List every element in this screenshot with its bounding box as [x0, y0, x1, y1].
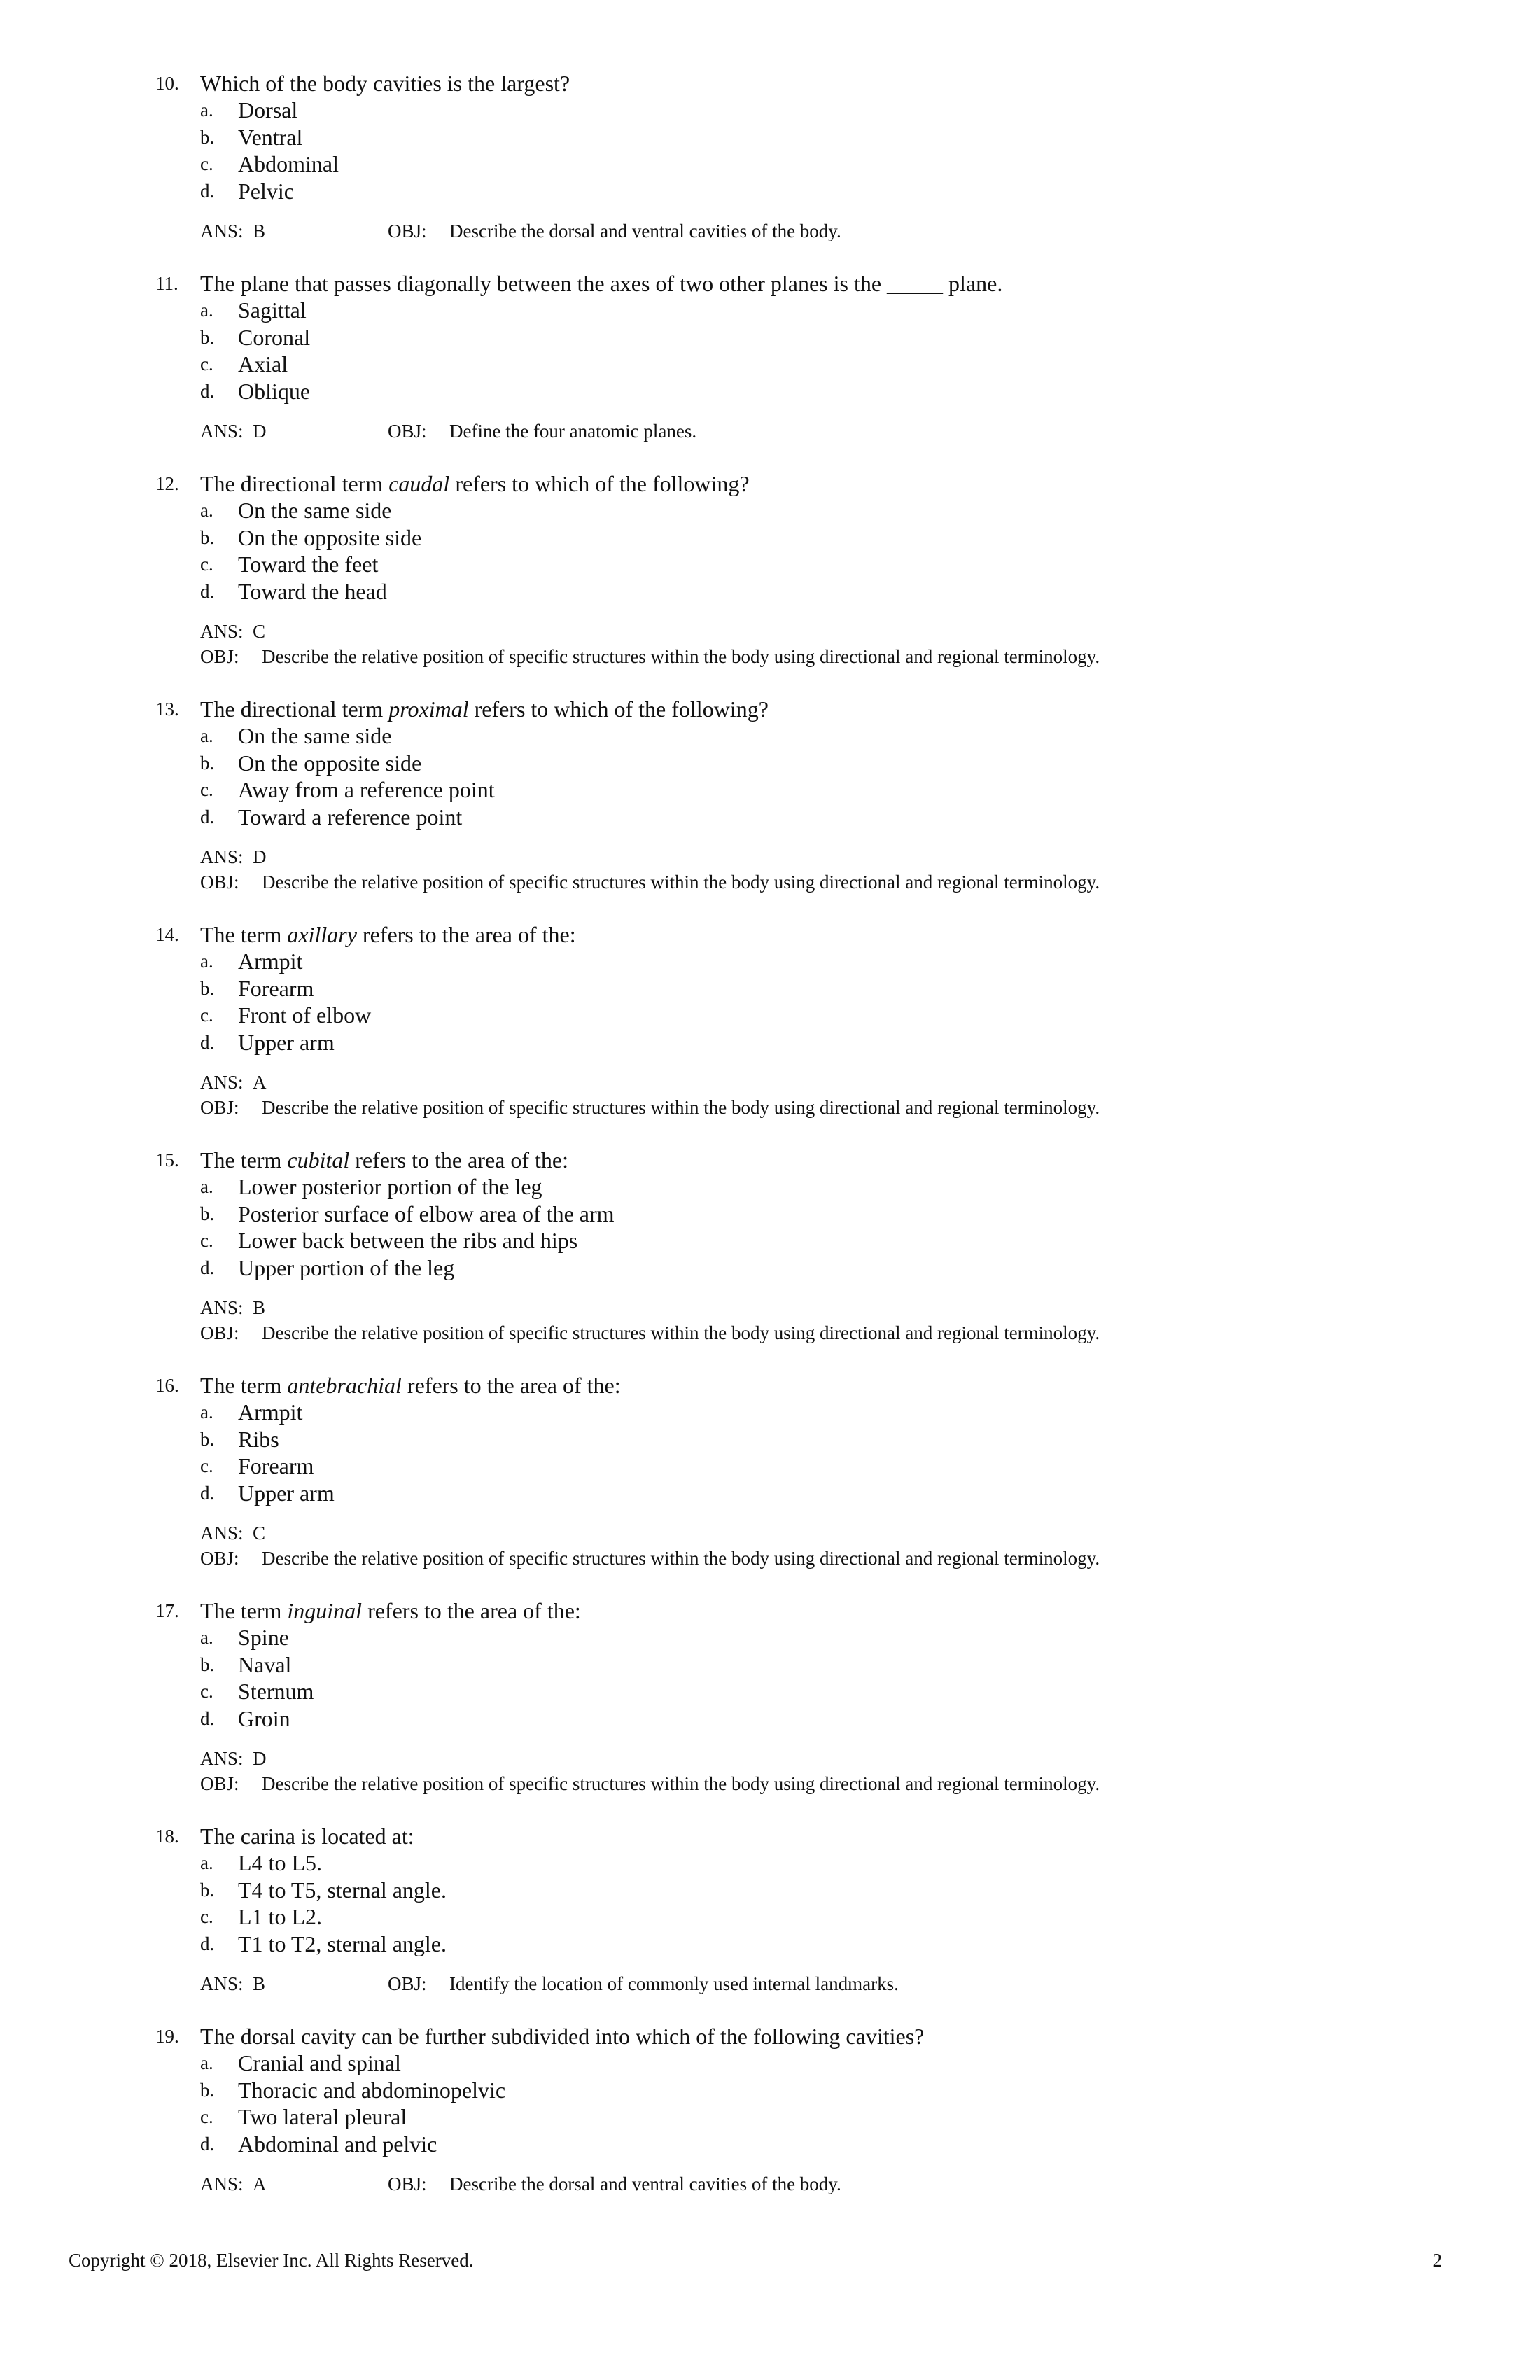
choice-text: Abdominal and pelvic	[238, 2131, 438, 2157]
choice-item	[155, 1705, 1485, 1732]
choice-letter: c.	[200, 153, 214, 175]
choice-text: Away from a reference point	[238, 777, 495, 803]
choice-item	[155, 378, 1485, 405]
question-stem	[155, 1597, 1485, 1624]
choice-text: Lower posterior portion of the leg	[238, 1174, 542, 1199]
stem-text-after: refers to the area of the:	[362, 1598, 581, 1623]
answer-block	[155, 2171, 1485, 2197]
choice-item	[155, 1624, 1485, 1651]
choice-text: On the opposite side	[238, 750, 422, 776]
obj-label: OBJ:	[388, 421, 427, 442]
choice-letter: c.	[200, 1230, 214, 1252]
choice-text: Forearm	[238, 1453, 314, 1479]
choice-item	[155, 1903, 1485, 1931]
objective-text: Describe the relative position of specific structures within the body using directional and regional terminology.	[262, 646, 1100, 668]
stem-text-after: refers to the area of the:	[356, 922, 576, 947]
objective-text: Describe the relative position of specific structures within the body using directional and regional terminology.	[262, 872, 1100, 893]
objective-line	[200, 644, 1485, 669]
choice-letter: d.	[200, 180, 215, 202]
choice-item	[155, 578, 1485, 606]
stem-text: The term	[200, 1598, 288, 1623]
choice-letter: c.	[200, 1455, 214, 1477]
choice-item	[155, 1877, 1485, 1904]
answer-line	[200, 1295, 1485, 1320]
question-item	[155, 696, 1485, 895]
choice-list	[155, 1849, 1485, 1957]
objective-text: Define the four anatomic planes.	[449, 421, 697, 442]
objective-text: Identify the location of commonly used internal landmarks.	[449, 1973, 899, 1995]
choice-text: Armpit	[238, 948, 303, 974]
choice-letter: c.	[200, 2106, 214, 2128]
answer-value: B	[253, 220, 266, 242]
answer-block	[155, 1746, 1485, 1796]
question-number: 15.	[155, 1149, 179, 1170]
choice-item	[155, 1399, 1485, 1426]
answer-block	[155, 1070, 1485, 1120]
choice-text: Upper arm	[238, 1029, 335, 1055]
choice-letter: b.	[200, 977, 215, 999]
choice-text: Coronal	[238, 324, 311, 350]
answer-line	[200, 218, 388, 244]
objective-line	[200, 1771, 1485, 1796]
question-stem	[155, 470, 1485, 497]
choice-letter: a.	[200, 1176, 214, 1197]
choice-item	[155, 1651, 1485, 1679]
question-number: 12.	[155, 473, 179, 494]
choice-item	[155, 776, 1485, 804]
question-item	[155, 2023, 1485, 2197]
question-stem	[155, 2023, 1485, 2050]
choice-item	[155, 750, 1485, 777]
objective-text: Describe the relative position of specific structures within the body using directional and regional terminology.	[262, 1097, 1100, 1119]
question-item	[155, 921, 1485, 1120]
obj-label: OBJ:	[200, 646, 239, 668]
choice-letter: d.	[200, 1256, 215, 1278]
choice-text: Thoracic and abdominopelvic	[238, 2077, 506, 2103]
choice-list	[155, 1173, 1485, 1281]
choice-item	[155, 324, 1485, 351]
choice-list	[155, 722, 1485, 830]
question-number: 14.	[155, 924, 179, 945]
objective-text: Describe the dorsal and ventral cavities of the body.	[449, 220, 841, 242]
answer-line	[200, 1520, 1485, 1546]
choice-letter: a.	[200, 2052, 214, 2073]
choice-list	[155, 97, 1485, 204]
ans-label: ANS:	[200, 1072, 244, 1093]
choice-text: Pelvic	[238, 178, 294, 204]
stem-text-after: refers to the area of the:	[349, 1147, 568, 1172]
answer-block	[155, 1295, 1485, 1345]
question-number: 18.	[155, 1826, 179, 1847]
choice-letter: c.	[200, 1681, 214, 1702]
stem-term: cubital	[287, 1147, 350, 1172]
answer-line	[200, 1746, 1485, 1771]
choice-item	[155, 1426, 1485, 1453]
choice-text: Cranial and spinal	[238, 2050, 401, 2076]
choice-item	[155, 1029, 1485, 1056]
choice-item	[155, 2104, 1485, 2131]
choice-text: Ventral	[238, 124, 303, 150]
choice-text: L4 to L5.	[238, 1850, 322, 1875]
choice-text: Oblique	[238, 378, 311, 404]
stem-text-after: refers to which of the following?	[468, 696, 769, 722]
ans-label: ANS:	[200, 621, 244, 643]
choice-item	[155, 975, 1485, 1002]
choice-letter: a.	[200, 99, 214, 120]
objective-text: Describe the dorsal and ventral cavities of the body.	[449, 2174, 841, 2195]
choice-item	[155, 351, 1485, 378]
choice-letter: b.	[200, 1203, 215, 1224]
choice-item	[155, 178, 1485, 205]
question-number: 17.	[155, 1600, 179, 1621]
choice-letter: d.	[200, 1031, 215, 1053]
choice-letter: c.	[200, 354, 214, 375]
objective-line	[200, 1546, 1485, 1571]
question-item	[155, 1823, 1485, 1996]
answer-value: C	[253, 1522, 266, 1544]
objective-line	[200, 1320, 1485, 1345]
choice-item	[155, 524, 1485, 552]
choice-item	[155, 297, 1485, 324]
ans-label: ANS:	[200, 846, 244, 868]
question-item	[155, 270, 1485, 444]
answer-line	[200, 2171, 388, 2197]
objective-text: Describe the relative position of specific structures within the body using directional and regional terminology.	[262, 1548, 1100, 1569]
choice-letter: a.	[200, 1852, 214, 1873]
choice-item	[155, 804, 1485, 831]
stem-term: antebrachial	[287, 1373, 402, 1398]
choice-text: Two lateral pleural	[238, 2104, 407, 2130]
question-item	[155, 1597, 1485, 1796]
choice-list	[155, 1399, 1485, 1506]
answer-value: A	[253, 1072, 267, 1093]
choice-letter: b.	[200, 1879, 215, 1900]
question-stem	[155, 1147, 1485, 1173]
answer-block	[155, 844, 1485, 895]
choice-text: On the same side	[238, 723, 392, 748]
choice-item	[155, 2050, 1485, 2077]
choice-letter: d.	[200, 1707, 215, 1729]
choice-item	[155, 948, 1485, 975]
obj-label: OBJ:	[388, 1973, 427, 1995]
choice-item	[155, 722, 1485, 750]
answer-value: D	[253, 421, 267, 442]
answer-line	[200, 419, 388, 444]
choice-letter: b.	[200, 126, 215, 148]
choice-letter: b.	[200, 1428, 215, 1450]
choice-item	[155, 97, 1485, 124]
answer-value: B	[253, 1297, 266, 1319]
obj-label: OBJ:	[200, 1322, 239, 1344]
choice-item	[155, 1849, 1485, 1877]
choice-letter: c.	[200, 554, 214, 575]
ans-label: ANS:	[200, 1297, 244, 1319]
copyright-notice: Copyright © 2018, Elsevier Inc. All Rights Reserved.	[69, 2250, 474, 2271]
stem-text: The term	[200, 922, 288, 947]
page-number: 2	[1432, 2250, 1442, 2271]
choice-letter: d.	[200, 2133, 215, 2155]
choice-text: Abdominal	[238, 151, 339, 177]
choice-letter: d.	[200, 580, 215, 602]
question-item	[155, 1372, 1485, 1571]
obj-label: OBJ:	[200, 1548, 239, 1569]
stem-text: The term	[200, 1373, 288, 1398]
stem-term: proximal	[388, 696, 469, 722]
choice-letter: a.	[200, 1401, 214, 1422]
choice-list	[155, 948, 1485, 1056]
choice-letter: b.	[200, 326, 215, 348]
choice-letter: d.	[200, 1482, 215, 1504]
answer-line	[200, 1070, 1485, 1095]
choice-item	[155, 551, 1485, 578]
choice-item	[155, 1173, 1485, 1200]
question-number: 11.	[155, 273, 178, 294]
ans-label: ANS:	[200, 1748, 244, 1770]
answer-value: B	[253, 1973, 266, 1995]
ans-label: ANS:	[200, 220, 244, 242]
choice-letter: a.	[200, 500, 214, 521]
choice-letter: a.	[200, 300, 214, 321]
obj-label: OBJ:	[200, 1773, 239, 1795]
question-stem	[155, 70, 1485, 97]
choice-letter: c.	[200, 1004, 214, 1026]
answer-value: A	[253, 2174, 267, 2195]
choice-list	[155, 2050, 1485, 2157]
choice-item	[155, 1200, 1485, 1228]
choice-item	[155, 1931, 1485, 1958]
choice-letter: b.	[200, 2079, 215, 2101]
choice-text: Toward the head	[238, 578, 387, 604]
choice-item	[155, 1002, 1485, 1029]
choice-letter: a.	[200, 1627, 214, 1648]
choice-text: On the opposite side	[238, 524, 422, 550]
choice-text: L1 to L2.	[238, 1904, 322, 1930]
choice-item	[155, 1678, 1485, 1705]
question-item	[155, 470, 1485, 669]
choice-text: T1 to T2, sternal angle.	[238, 1931, 447, 1956]
obj-label: OBJ:	[200, 872, 239, 893]
question-number: 19.	[155, 2026, 179, 2047]
stem-text: The term	[200, 1147, 288, 1172]
choice-text: Posterior surface of elbow area of the arm	[238, 1200, 615, 1226]
objective-text: Describe the relative position of specific structures within the body using directional and regional terminology.	[262, 1773, 1100, 1795]
question-item	[155, 1147, 1485, 1345]
stem-text-after: refers to which of the following?	[449, 471, 750, 496]
stem-text: The directional term	[200, 471, 389, 496]
ans-label: ANS:	[200, 1973, 244, 1995]
question-number: 13.	[155, 699, 179, 720]
question-stem	[155, 921, 1485, 948]
choice-list	[155, 1624, 1485, 1732]
choice-item	[155, 150, 1485, 178]
question-number: 10.	[155, 73, 179, 94]
choice-letter: d.	[200, 380, 215, 402]
answer-value: D	[253, 846, 267, 868]
choice-text: Armpit	[238, 1399, 303, 1424]
choice-text: Spine	[238, 1625, 289, 1650]
stem-text: The directional term	[200, 696, 389, 722]
answer-line	[200, 844, 1485, 869]
stem-text: The dorsal cavity can be further subdivided into which of the following cavities?	[200, 2024, 925, 2049]
choice-item	[155, 1480, 1485, 1507]
choice-letter: b.	[200, 1653, 215, 1675]
choice-text: Lower back between the ribs and hips	[238, 1228, 578, 1254]
answer-value: D	[253, 1748, 267, 1770]
stem-term: axillary	[287, 922, 357, 947]
choice-letter: b.	[200, 752, 215, 774]
choice-text: Toward the feet	[238, 552, 379, 578]
choice-list	[155, 497, 1485, 605]
question-number: 16.	[155, 1375, 179, 1396]
choice-item	[155, 497, 1485, 524]
obj-label: OBJ:	[388, 220, 427, 242]
choice-letter: c.	[200, 1906, 214, 1928]
choice-item	[155, 1227, 1485, 1254]
choice-item	[155, 1452, 1485, 1480]
answer-block	[155, 218, 1485, 244]
choice-letter: a.	[200, 951, 214, 972]
choice-text: Ribs	[238, 1426, 279, 1452]
choice-item	[155, 1254, 1485, 1282]
choice-letter: a.	[200, 725, 214, 746]
choice-text: Groin	[238, 1705, 290, 1731]
question-stem	[155, 1823, 1485, 1849]
ans-label: ANS:	[200, 1522, 244, 1544]
choice-text: Axial	[238, 351, 288, 377]
choice-text: On the same side	[238, 498, 392, 523]
question-stem	[155, 696, 1485, 722]
answer-line	[200, 619, 1485, 644]
choice-text: T4 to T5, sternal angle.	[238, 1877, 447, 1903]
choice-letter: d.	[200, 1933, 215, 1954]
choice-text: Toward a reference point	[238, 804, 463, 830]
choice-letter: d.	[200, 806, 215, 827]
choice-item	[155, 124, 1485, 151]
choice-text: Sternum	[238, 1679, 314, 1704]
objective-line	[200, 1095, 1485, 1120]
objective-line	[200, 869, 1485, 895]
stem-term: caudal	[388, 471, 450, 496]
stem-text: The plane that passes diagonally between the axes of two other planes is the _____ plane.	[200, 271, 1003, 296]
answer-block	[155, 1971, 1485, 1996]
answer-block	[155, 619, 1485, 669]
stem-text: Which of the body cavities is the largest?	[200, 71, 570, 96]
ans-label: ANS:	[200, 2174, 244, 2195]
choice-text: Forearm	[238, 975, 314, 1001]
stem-text-after: refers to the area of the:	[401, 1373, 621, 1398]
answer-value: C	[253, 621, 266, 643]
question-item	[155, 70, 1485, 244]
question-stem	[155, 1372, 1485, 1399]
ans-label: ANS:	[200, 421, 244, 442]
choice-text: Dorsal	[238, 97, 298, 122]
choice-text: Upper arm	[238, 1480, 335, 1506]
choice-item	[155, 2077, 1485, 2104]
answer-block	[155, 419, 1485, 444]
choice-text: Front of elbow	[238, 1002, 372, 1028]
answer-block	[155, 1520, 1485, 1571]
stem-text: The carina is located at:	[200, 1823, 414, 1849]
answer-line	[200, 1971, 388, 1996]
obj-label: OBJ:	[388, 2174, 427, 2195]
objective-text: Describe the relative position of specific structures within the body using directional and regional terminology.	[262, 1322, 1100, 1344]
choice-letter: c.	[200, 779, 214, 801]
choice-list	[155, 297, 1485, 405]
choice-text: Naval	[238, 1651, 292, 1677]
choice-text: Upper portion of the leg	[238, 1254, 455, 1280]
question-stem	[155, 270, 1485, 297]
choice-letter: b.	[200, 526, 215, 548]
stem-term: inguinal	[287, 1598, 363, 1623]
choice-item	[155, 2131, 1485, 2158]
choice-text: Sagittal	[238, 298, 307, 323]
obj-label: OBJ:	[200, 1097, 239, 1119]
